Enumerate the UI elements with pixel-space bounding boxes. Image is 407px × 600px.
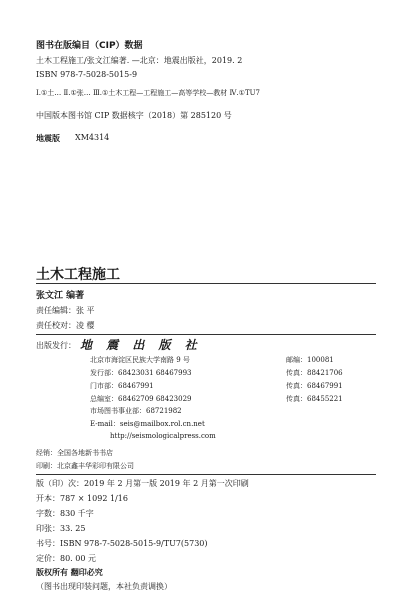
editorial-office-fax: 传真：68455221 [286, 395, 343, 403]
book-number-line: 书号：ISBN 978-7-5028-5015-9/TU7(5730) [36, 539, 208, 548]
book-title: 土木工程施工 [36, 267, 120, 283]
publisher-logo: 地 震 出 版 社 [80, 338, 202, 352]
format-line: 开本：787 × 1092 1/16 [36, 494, 128, 503]
retail-dept-line: 门市部：68467991 [90, 382, 154, 390]
cip-isbn: ISBN 978-7-5028-5015-9 [36, 70, 138, 79]
publisher-label: 出版发行： [36, 341, 76, 350]
cip-title-line: 土木工程施工/张文江编著. —北京：地震出版社，2019. 2 [36, 56, 243, 65]
market-dept-line: 市场图书事业部：68721982 [90, 407, 182, 415]
edition-line: 版（印）次：2019 年 2 月第一版 2019 年 2 月第一次印刷 [36, 479, 249, 488]
printer-line: 印刷：北京鑫丰华彩印有限公司 [36, 462, 134, 470]
sales-dept-fax: 传真：88421706 [286, 369, 343, 377]
cip-classification: Ⅰ.①土… Ⅱ.①张… Ⅲ.①土木工程—工程施工—高等学校—教材 Ⅳ.①TU7 [36, 89, 260, 97]
distributor-line: 经销：全国各地新书书店 [36, 449, 113, 457]
publisher-postcode: 邮编：100081 [286, 356, 334, 364]
sheets-line: 印张：33. 25 [36, 524, 86, 533]
press-code: XM4314 [75, 133, 110, 142]
email-line: E-mail：seis@mailbox.rol.cn.net [90, 420, 205, 428]
rights-line: 版权所有 翻印必究 [36, 568, 103, 577]
publisher-address: 北京市海淀区民族大学南路 9 号 [90, 356, 190, 364]
website-line: http://seismologicalpress.com [110, 432, 216, 440]
specs-rule [36, 474, 376, 475]
retail-dept-fax: 传真：68467991 [286, 382, 343, 390]
title-rule [36, 283, 376, 284]
price-line: 定价：80. 00 元 [36, 554, 96, 563]
cip-core-number: 中国版本图书馆 CIP 数据核字（2018）第 285120 号 [36, 111, 232, 120]
editorial-office-line: 总编室：68462709 68423029 [90, 395, 192, 403]
words-line: 字数：830 千字 [36, 509, 94, 518]
press-label: 地震版 [36, 134, 60, 143]
book-proofreader: 责任校对：凌 樱 [36, 321, 95, 330]
book-editor: 责任编辑：张 平 [36, 306, 95, 315]
info-rule [36, 334, 376, 335]
book-author: 张文江 编著 [36, 291, 85, 301]
sales-dept-line: 发行部：68423031 68467993 [90, 369, 192, 377]
cip-heading: 图书在版编目（CIP）数据 [36, 41, 143, 51]
notice-line: （图书出现印装问题，本社负责调换） [36, 582, 172, 591]
